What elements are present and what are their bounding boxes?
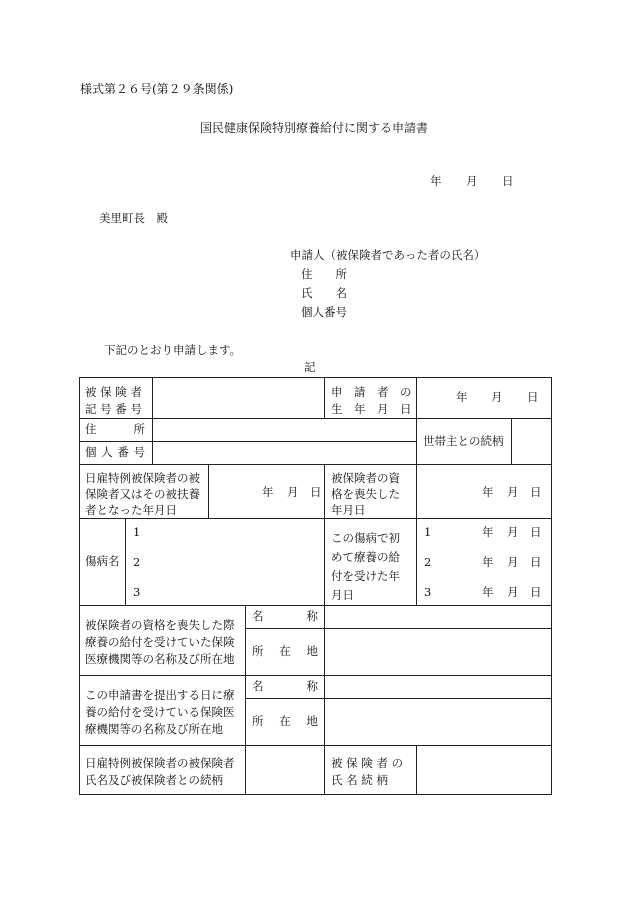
disease-number-3: 3 (133, 585, 141, 599)
personal-number-row-label: 個 人 番 号 (85, 445, 145, 459)
date-became-insured-label: 日雇特例被保険者の被 保険者又はその被扶養 者となった年月日 (85, 471, 200, 517)
insured-name-relation-label: 日雇特例被保険者の被保険者 氏名及び被保険者との続柄 (85, 756, 235, 787)
table-border (79, 418, 552, 419)
applicant-birthdate-label: 申 請 者 の 生 年 月 日 (331, 385, 412, 416)
table-border (324, 745, 325, 794)
date-unit-day: 日 (530, 555, 542, 569)
birthdate-day: 日 (527, 390, 539, 404)
table-border (79, 518, 552, 519)
date-unit-day: 日 (530, 585, 542, 599)
institution-name-label: 名 称 (252, 679, 318, 693)
date-unit-day: 日 (530, 525, 542, 539)
institution-location-label: 所 在 地 (252, 644, 318, 658)
relation-to-householder-label: 世帯主との続柄 (423, 434, 504, 448)
date-unit-month: 月 (287, 485, 299, 499)
addressee: 美里町長 殿 (99, 211, 168, 225)
date-lost-qualification-label: 被保険者の資 格を喪失した 年月日 (331, 471, 400, 517)
date-unit-month: 月 (507, 555, 519, 569)
table-border (324, 464, 325, 605)
birthdate-year: 年 (456, 390, 468, 404)
date-unit-month: 月 (507, 585, 519, 599)
address-label: 住 所 (301, 267, 347, 281)
table-border (511, 418, 512, 464)
institution-at-application-label: この申請書を提出する日に療 養の給付を受けている保険医 療機関等の名称及び所在地 (85, 688, 235, 736)
table-border (79, 675, 552, 676)
date-unit-year: 年 (482, 525, 494, 539)
disease-number-2: 2 (133, 555, 141, 569)
date-day: 日 (502, 174, 514, 188)
date-unit-month: 月 (507, 485, 519, 499)
table-border (416, 745, 417, 794)
date-unit-year: 年 (482, 585, 494, 599)
address-row-label: 住 所 (85, 422, 145, 436)
table-border (125, 518, 126, 605)
date-month: 月 (466, 174, 478, 188)
insured-symbol-number-label: 被 保 険 者 記 号 番 号 (85, 385, 142, 416)
table-border (79, 377, 80, 795)
benefit-number-2: 2 (424, 555, 432, 569)
table-border (79, 745, 552, 746)
table-border (245, 605, 246, 794)
institution-name-label: 名 称 (252, 609, 318, 623)
table-border (416, 377, 417, 605)
table-border (208, 464, 209, 518)
name-label: 氏 名 (301, 286, 347, 300)
table-border (245, 698, 552, 699)
date-unit-year: 年 (482, 485, 494, 499)
birthdate-month: 月 (491, 390, 503, 404)
date-unit-day: 日 (530, 485, 542, 499)
table-border (79, 605, 552, 606)
disease-label: 傷病名 (85, 554, 120, 568)
table-border (79, 464, 552, 465)
table-border (152, 377, 153, 464)
applicant-label: 申請人（被保険者であった者の氏名） (290, 248, 486, 262)
ki-mark: 記 (304, 360, 316, 374)
form-number: 様式第２６号(第２９条関係) (80, 82, 234, 96)
date-year: 年 (430, 174, 442, 188)
statement: 下記のとおり申請します。 (104, 343, 242, 357)
table-border (79, 377, 552, 378)
table-border (324, 605, 325, 745)
disease-number-1: 1 (133, 525, 141, 539)
date-unit-year: 年 (482, 555, 494, 569)
table-border (551, 377, 552, 795)
date-unit-day: 日 (310, 485, 322, 499)
first-benefit-date-label: この傷病で初 めて療養の給 付を受けた年 月日 (331, 531, 400, 602)
table-border (245, 628, 552, 629)
institution-location-label: 所 在 地 (252, 714, 318, 728)
benefit-number-3: 3 (424, 585, 432, 599)
insured-name-relation-short-label: 被 保 険 者 の 氏 名 続 柄 (331, 756, 404, 787)
date-unit-month: 月 (507, 525, 519, 539)
table-border (324, 377, 325, 418)
personal-number-label: 個人番号 (301, 305, 347, 319)
document-title: 国民健康保険特別療養給付に関する申請書 (200, 121, 429, 135)
table-border (79, 794, 552, 795)
institution-at-loss-label: 被保険者の資格を喪失した際 療養の給付を受けていた保険 医療機関等の名称及び所在地 (85, 618, 235, 666)
date-unit-year: 年 (262, 485, 274, 499)
table-border (79, 441, 416, 442)
benefit-number-1: 1 (424, 525, 432, 539)
